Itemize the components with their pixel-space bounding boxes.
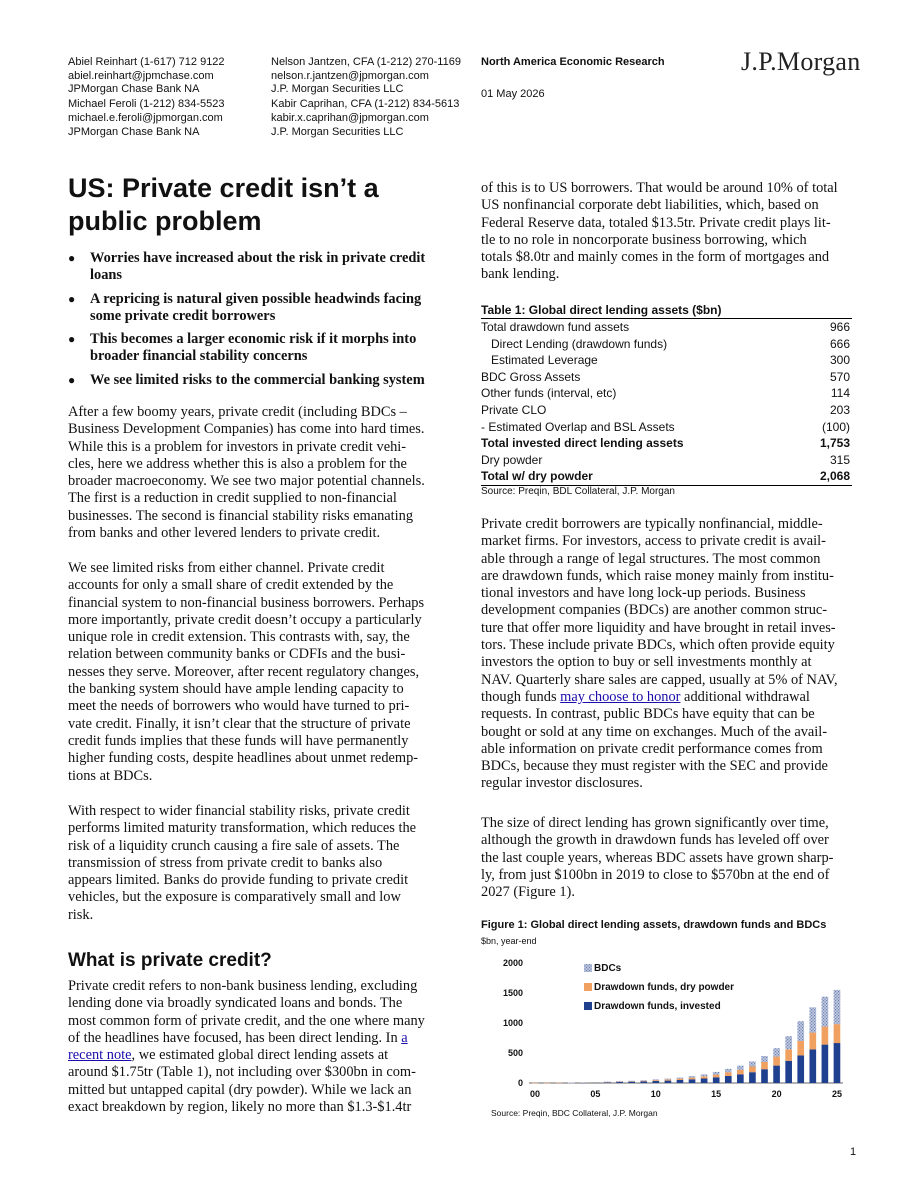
bar-segment xyxy=(701,1078,708,1083)
bar-segment xyxy=(725,1076,732,1083)
row-value: 114 xyxy=(830,386,850,401)
text-line: vate credit. Finally, it isn’t clear that the structure of private xyxy=(68,715,411,732)
bar-segment xyxy=(677,1079,684,1080)
text-line: We see limited risks from either channel. Private credit xyxy=(68,560,385,576)
text-line: the banking system should have ample lending capacity to xyxy=(68,681,404,698)
text-line: able information on private credit performance comes from xyxy=(481,740,823,757)
table-row xyxy=(481,468,852,485)
text-line: With respect to wider financial stability risks, private credit xyxy=(68,803,410,819)
author-name-phone: Nelson Jantzen, CFA (1-212) 270-1169 xyxy=(271,56,461,68)
key-point-text: This becomes a larger economic risk if it morphs into broader financial stability concerns xyxy=(90,331,417,365)
text-line: US nonfinancial corporate debt liabilities, which, based on xyxy=(481,197,819,214)
table-row xyxy=(481,319,852,336)
text-line: around $1.75tr (Table 1), not including over $300bn in com- xyxy=(68,1064,416,1081)
table-caption: Table 1: Global direct lending assets ($bn) xyxy=(481,303,852,319)
legend-label: BDCs xyxy=(594,963,622,974)
row-value: 203 xyxy=(829,402,850,417)
bar-segment xyxy=(822,1027,829,1045)
bar-segment xyxy=(689,1076,696,1078)
author-org: JPMorgan Chase Bank NA xyxy=(68,125,200,138)
text-line xyxy=(68,1030,446,1047)
bar-segment xyxy=(616,1081,623,1082)
text-line: meet the needs of borrowers who would have turned to pri- xyxy=(68,698,410,715)
author-contact xyxy=(271,56,461,97)
bullet-dot-icon: ● xyxy=(68,332,76,347)
text-line: tle to no role in noncorporate business borrowing, which xyxy=(481,231,807,248)
author-email[interactable]: abiel.reinhart@jpmchase.com xyxy=(68,69,214,82)
table-row xyxy=(481,435,852,452)
figure-title: Figure 1: Global direct lending assets, drawdown funds and BDCs xyxy=(481,919,827,931)
publication-date: 01 May 2026 xyxy=(481,88,545,100)
bar-segment xyxy=(628,1081,635,1082)
department-label: North America Economic Research xyxy=(481,56,665,68)
row-label: Direct Lending (drawdown funds) xyxy=(491,336,668,351)
row-label: Dry powder xyxy=(481,452,543,467)
bar-segment xyxy=(665,1080,672,1081)
legend-label: Drawdown funds, dry powder xyxy=(594,982,735,993)
text-line: are drawdown funds, which raise money mainly from institu- xyxy=(481,567,834,584)
text-line xyxy=(68,1047,446,1064)
bar-segment xyxy=(809,1049,816,1083)
text-line: ture that offer more liquidity and have brought in retail inves- xyxy=(481,619,836,636)
bar-segment xyxy=(652,1081,659,1083)
bar-segment xyxy=(773,1066,780,1083)
text-line: exact breakdown by region, likely no more than $1.3-$1.4tr xyxy=(68,1099,412,1116)
row-value: 315 xyxy=(829,452,850,467)
page-title: US: Private credit isn’t a public problem xyxy=(68,173,379,236)
bar-segment xyxy=(785,1049,792,1060)
table-row xyxy=(481,352,852,369)
x-tick-label: 25 xyxy=(831,1089,842,1099)
text-line: most common form of private credit, and the one where many xyxy=(68,1012,425,1029)
bar-segment xyxy=(580,1082,587,1083)
stacked-bar-chart xyxy=(481,955,853,1105)
text-line: able through a range of legal structures. The most common xyxy=(481,550,821,567)
bar-segment xyxy=(797,1041,804,1055)
text-line: bank lending. xyxy=(481,266,560,283)
row-value: (100) xyxy=(821,419,850,434)
row-label: Total drawdown fund assets xyxy=(481,320,630,334)
text-line: broader macroeconomy. We see two major potential channels. xyxy=(68,473,425,490)
section-heading: What is private credit? xyxy=(68,950,272,971)
author-org: J.P. Morgan Securities LLC xyxy=(271,125,404,138)
y-tick-label: 500 xyxy=(507,1048,523,1058)
text-line: risk of a liquidity crunch causing a fire sale of assets. The xyxy=(68,837,400,854)
text-line: mitted but untapped capital (dry powder). While we lack an xyxy=(68,1081,412,1098)
text-fragment: of the headlines have focused, has been direct lending. In xyxy=(68,1029,402,1046)
text-line: tors. These include private BDCs, which often provide equity xyxy=(481,637,835,654)
author-contacts-column-1 xyxy=(68,56,225,139)
text-line xyxy=(481,689,861,706)
body-paragraph xyxy=(68,803,446,924)
text-line: regular investor disclosures. xyxy=(481,775,643,792)
bar-segment xyxy=(749,1072,756,1083)
text-line: credit funds implies that these funds will have permanently xyxy=(68,732,409,749)
text-line: financial system to non-financial business borrowers. Perhaps xyxy=(68,594,425,611)
text-line: tional investors and have long lock-up periods. Business xyxy=(481,585,806,602)
bar-segment xyxy=(737,1070,744,1075)
text-line: accounts for only a small share of credit extended by the xyxy=(68,577,394,594)
body-paragraph xyxy=(481,815,861,901)
bar-segment xyxy=(677,1077,684,1078)
legend-swatch xyxy=(584,1002,592,1010)
bar-segment xyxy=(652,1079,659,1080)
text-line: tions at BDCs. xyxy=(68,767,153,784)
key-point-text: Worries have increased about the risk in private credit loans xyxy=(90,250,426,284)
bar-segment xyxy=(725,1069,732,1072)
may-choose-to-honor-link[interactable]: may choose to honor xyxy=(560,688,681,705)
bullet-dot-icon: ● xyxy=(68,251,76,265)
bar-segment xyxy=(556,1083,563,1084)
text-line: higher funding costs, despite headlines about unmet redemp- xyxy=(68,750,419,767)
bar-segment xyxy=(592,1082,599,1083)
author-name-phone: Michael Feroli (1-212) 834-5523 xyxy=(68,98,225,111)
bar-segment xyxy=(725,1072,732,1076)
text-line: market firms. For investors, access to private credit is avail- xyxy=(481,533,826,550)
text-line: After a few boomy years, private credit (including BDCs – xyxy=(68,404,407,420)
key-point xyxy=(68,372,448,389)
text-line: requests. In contrast, public BDCs have equity that can be xyxy=(481,706,815,723)
key-point-text: A repricing is natural given possible headwinds facing some private credit borrowers xyxy=(90,290,422,324)
text-line: nesses they serve. Moreover, after recent regulatory changes, xyxy=(68,663,420,680)
bullet-dot-icon: ● xyxy=(68,291,76,306)
bar-segment xyxy=(773,1057,780,1066)
text-line: The size of direct lending has grown significantly over time, xyxy=(481,815,829,831)
jpmorgan-logo: J.P.Morgan xyxy=(741,47,861,76)
bar-segment xyxy=(761,1056,768,1062)
bar-segment xyxy=(773,1048,780,1056)
author-contact xyxy=(68,98,225,139)
row-label: Total invested direct lending assets xyxy=(481,436,684,451)
row-label: Total w/ dry powder xyxy=(481,468,801,485)
row-value: 666 xyxy=(829,336,850,351)
text-line: businesses. The second is financial stability risks emanating xyxy=(68,507,414,524)
author-email[interactable]: nelson.r.jantzen@jpmorgan.com xyxy=(271,69,429,82)
x-tick-label: 15 xyxy=(711,1089,722,1099)
text-line: appears limited. Banks do provide funding to private credit xyxy=(68,872,409,889)
body-paragraph xyxy=(68,560,446,785)
bar-segment xyxy=(713,1072,720,1075)
y-tick-label: 0 xyxy=(517,1078,523,1088)
author-email[interactable]: kabir.x.caprihan@jpmorgan.com xyxy=(271,111,429,124)
text-line: totals $8.0tr and mainly comes in the form of mortgages and xyxy=(481,249,830,266)
text-line: development companies (BDCs) are another common struc- xyxy=(481,602,828,619)
text-line: performs limited maturity transformation, which reduces the xyxy=(68,820,417,837)
author-contact xyxy=(68,56,225,97)
table-row xyxy=(481,402,852,419)
bar-segment xyxy=(809,1033,816,1050)
bar-segment xyxy=(544,1083,551,1084)
bar-segment xyxy=(689,1079,696,1083)
text-line: investors the option to buy or sell investments monthly at xyxy=(481,654,812,671)
page-number: 1 xyxy=(850,1146,857,1158)
bar-segment xyxy=(652,1080,659,1081)
text-line: Federal Reserve data, totaled $13.5tr. Private credit plays lit- xyxy=(481,214,831,231)
row-label: - Estimated Overlap and BSL Assets xyxy=(481,419,675,434)
bar-segment xyxy=(761,1062,768,1069)
bar-segment xyxy=(640,1080,647,1081)
bar-segment xyxy=(809,1007,816,1032)
text-line: NAV. Quarterly share sales are capped, usually at 5% of NAV, xyxy=(481,671,838,688)
bar-segment xyxy=(532,1083,539,1084)
body-paragraph xyxy=(481,516,861,793)
text-line: relation between community banks or CDFIs and the busi- xyxy=(68,646,406,663)
bar-segment xyxy=(640,1081,647,1083)
bar-segment xyxy=(677,1080,684,1083)
bar-segment xyxy=(701,1074,708,1076)
bar-segment xyxy=(785,1036,792,1049)
bar-segment xyxy=(749,1061,756,1066)
bar-segment xyxy=(568,1083,575,1084)
row-label: Other funds (interval, etc) xyxy=(481,386,617,401)
bar-segment xyxy=(822,1045,829,1083)
table-body xyxy=(481,319,852,486)
text-line: cles, here we address whether this is also a problem for the xyxy=(68,455,407,472)
text-line: Business Development Companies) has come into hard times. xyxy=(68,421,425,438)
bar-segment xyxy=(713,1075,720,1078)
text-line: more importantly, private credit doesn’t occupy a particularly xyxy=(68,611,422,628)
bar-segment xyxy=(689,1078,696,1080)
bar-segment xyxy=(834,1043,841,1083)
y-tick-label: 2000 xyxy=(502,958,523,968)
bar-segment xyxy=(628,1082,635,1083)
table-row xyxy=(481,336,852,353)
figure-source: Source: Preqin, BDC Collateral, J.P. Morgan xyxy=(491,1108,658,1118)
y-tick-label: 1000 xyxy=(502,1018,523,1028)
text-fragment: though funds xyxy=(481,688,561,705)
key-points-list xyxy=(68,250,448,395)
text-line: ly, from just $100bn in 2019 to close to $570bn at the end of xyxy=(481,866,830,883)
row-value: 570 xyxy=(829,369,850,384)
key-point xyxy=(68,331,448,366)
bar-segment xyxy=(616,1082,623,1083)
text-line: vehicles, but the exposure is comparatively small and low xyxy=(68,889,401,906)
x-tick-label: 00 xyxy=(530,1089,541,1099)
bar-segment xyxy=(834,1024,841,1043)
text-line: 2027 (Figure 1). xyxy=(481,884,575,901)
table-source: Source: Preqin, BDL Collateral, J.P. Morgan xyxy=(481,485,675,497)
bar-segment xyxy=(761,1069,768,1083)
bar-segment xyxy=(604,1082,611,1083)
table-row xyxy=(481,369,852,386)
bar-segment xyxy=(797,1021,804,1041)
text-line: The first is a reduction in credit supplied to non-financial xyxy=(68,490,397,507)
author-contacts-column-2 xyxy=(271,56,461,139)
table-row xyxy=(481,385,852,402)
author-org: JPMorgan Chase Bank NA xyxy=(68,83,200,96)
author-email[interactable]: michael.e.feroli@jpmorgan.com xyxy=(68,111,223,124)
row-value: 2,068 xyxy=(801,468,852,485)
text-line: transmission of stress from private credit to banks also xyxy=(68,854,383,871)
text-fragment: , we estimated global direct lending assets at xyxy=(131,1047,389,1064)
recent-note-link[interactable]: recent note xyxy=(68,1047,132,1064)
bullet-dot-icon: ● xyxy=(68,372,76,387)
recent-note-link[interactable]: a xyxy=(401,1029,408,1046)
bar-segment xyxy=(822,997,829,1027)
x-tick-label: 05 xyxy=(590,1089,601,1099)
row-value: 966 xyxy=(829,320,850,334)
row-label: Private CLO xyxy=(481,402,547,417)
text-line: BDCs, because they must register with the SEC and provide xyxy=(481,758,828,775)
bar-segment xyxy=(785,1061,792,1083)
body-paragraph xyxy=(68,404,446,542)
x-tick-label: 10 xyxy=(650,1089,661,1099)
bar-segment xyxy=(834,990,841,1024)
key-point-text: We see limited risks to the commercial banking system xyxy=(90,371,425,388)
text-line: While this is a problem for investors in private credit vehi- xyxy=(68,438,407,455)
table-row xyxy=(481,419,852,436)
text-line: risk. xyxy=(68,906,94,923)
row-label: Estimated Leverage xyxy=(491,353,598,368)
bar-segment xyxy=(665,1081,672,1083)
text-line: Private credit refers to non-bank business lending, excluding xyxy=(68,978,418,994)
bar-segment xyxy=(701,1076,708,1078)
bar-segment xyxy=(737,1074,744,1083)
text-line: from banks and other levered lenders to private credit. xyxy=(68,525,381,542)
bar-segment xyxy=(713,1077,720,1083)
key-point xyxy=(68,250,448,285)
text-line: Private credit borrowers are typically nonfinancial, middle- xyxy=(481,516,823,532)
text-line: bought or sold at any time on exchanges. Much of the avail- xyxy=(481,723,828,740)
legend-label: Drawdown funds, invested xyxy=(594,1001,721,1012)
text-line: lending done via broadly syndicated loans and bonds. The xyxy=(68,995,403,1012)
x-tick-label: 20 xyxy=(771,1089,782,1099)
text-fragment: additional withdrawal xyxy=(680,688,810,705)
bar-segment xyxy=(797,1055,804,1083)
row-value: 300 xyxy=(829,353,850,368)
direct-lending-assets-table xyxy=(481,303,852,498)
author-org: J.P. Morgan Securities LLC xyxy=(271,83,404,96)
bar-segment xyxy=(737,1066,744,1070)
author-name-phone: Abiel Reinhart (1-617) 712 9122 xyxy=(68,56,225,68)
bar-segment xyxy=(749,1067,756,1073)
author-contact xyxy=(271,98,461,139)
body-paragraph xyxy=(481,180,861,284)
author-name-phone: Kabir Caprihan, CFA (1-212) 834-5613 xyxy=(271,98,460,111)
y-tick-label: 1500 xyxy=(502,988,523,998)
legend-swatch xyxy=(584,964,592,972)
key-point xyxy=(68,291,448,326)
legend-swatch xyxy=(584,983,592,991)
row-label: BDC Gross Assets xyxy=(481,369,581,384)
figure-direct-lending xyxy=(481,919,861,1118)
bar-segment xyxy=(665,1079,672,1080)
table-row xyxy=(481,452,852,469)
row-value: 1,753 xyxy=(819,436,850,451)
text-line: unique role in credit extension. This contrasts with, say, the xyxy=(68,629,410,646)
text-line: although the growth in drawdown funds has leveled off over xyxy=(481,832,829,849)
figure-subtitle: $bn, year-end xyxy=(481,936,537,946)
text-line: of this is to US borrowers. That would be around 10% of total xyxy=(481,180,838,196)
text-line: the last couple years, whereas BDC assets have grown sharp- xyxy=(481,849,834,866)
body-paragraph xyxy=(68,978,446,1116)
